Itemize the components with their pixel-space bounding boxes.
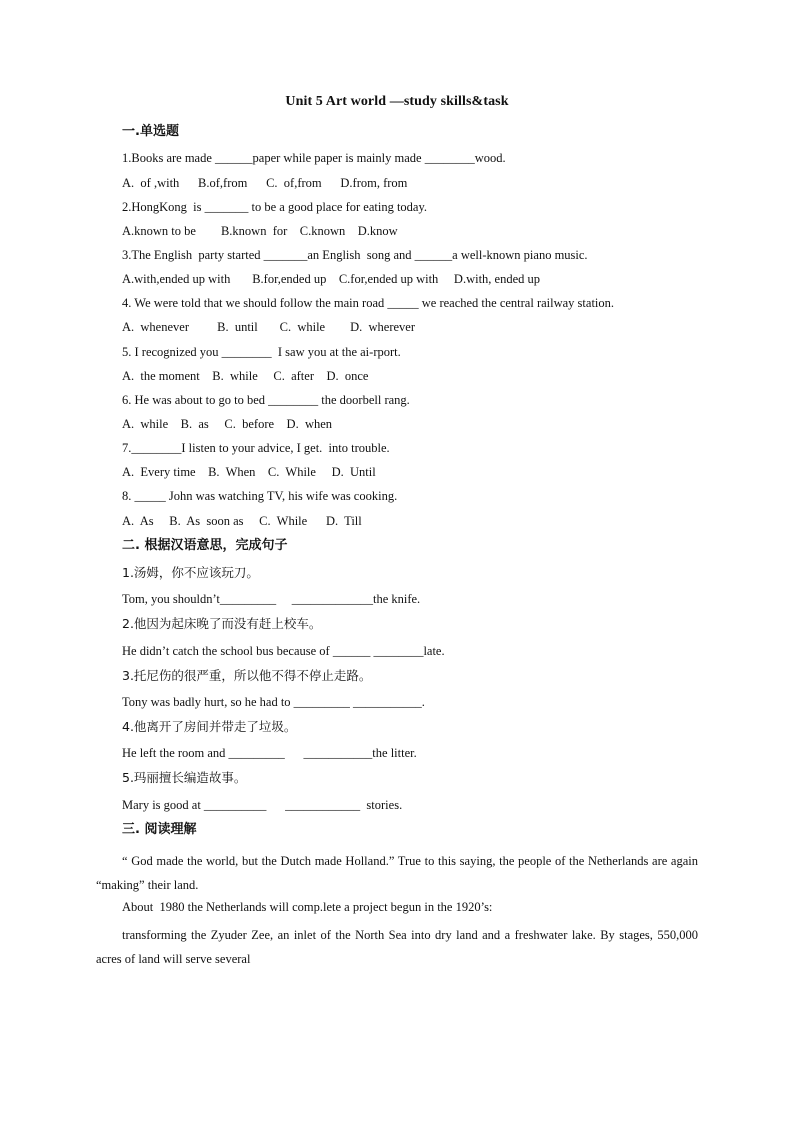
question-7-options: A. Every time B. When C. While D. Until	[122, 465, 376, 479]
question-6: 6. He was about to go to bed ________ the doorbell rang.	[122, 393, 410, 407]
section-2-heading: 二. 根据汉语意思，完成句子	[122, 538, 288, 553]
question-1-options: A. of ,with B.of,from C. of,from D.from, from	[122, 176, 408, 190]
reading-paragraph-2: About 1980 the Netherlands will comp.lete a project begun in the 1920’s:	[122, 900, 493, 914]
translation-3-sentence: Tony was badly hurt, so he had to _________ ___________.	[122, 695, 425, 709]
section-3-heading: 三. 阅读理解	[122, 822, 197, 837]
question-3: 3.The English party started _______an English song and ______a well-known piano music.	[122, 248, 588, 262]
question-3-options: A.with,ended up with B.for,ended up C.for,ended up with D.with, ended up	[122, 272, 541, 286]
question-1: 1.Books are made ______paper while paper is mainly made ________wood.	[122, 151, 506, 165]
translation-5-sentence: Mary is good at __________ ____________ stories.	[122, 798, 403, 812]
translation-4-sentence: He left the room and _________ ___________the litter.	[122, 746, 417, 760]
section-1-heading: 一.单选题	[122, 124, 179, 139]
question-8: 8. _____ John was watching TV, his wife was cooking.	[122, 489, 398, 503]
question-7: 7.________I listen to your advice, I get. into trouble.	[122, 441, 390, 455]
question-4-options: A. whenever B. until C. while D. wherever	[122, 320, 415, 334]
question-2-options: A.known to be B.known for C.known D.know	[122, 224, 398, 238]
document-title: Unit 5 Art world —study skills&task	[285, 94, 509, 109]
question-4: 4. We were told that we should follow the main road _____ we reached the central railway station.	[122, 296, 615, 310]
question-8-options: A. As B. As soon as C. While D. Till	[122, 514, 362, 528]
translation-2-prompt: 2.他因为起床晚了而没有赶上校车。	[122, 616, 322, 631]
translation-4-prompt: 4.他离开了房间并带走了垃圾。	[122, 719, 297, 734]
translation-1-prompt: 1.汤姆，你不应该玩刀。	[122, 565, 259, 580]
question-2: 2.HongKong is _______ to be a good place for eating today.	[122, 200, 428, 214]
question-5-options: A. the moment B. while C. after D. once	[122, 369, 369, 383]
reading-paragraph-1: “ God made the world, but the Dutch made Holland.” True to this saying, the people of the Netherlands are again “making” their land.	[96, 854, 698, 892]
question-5: 5. I recognized you ________ I saw you at the ai-rport.	[122, 345, 401, 359]
question-6-options: A. while B. as C. before D. when	[122, 417, 333, 431]
translation-5-prompt: 5.玛丽擅长编造故事。	[122, 770, 247, 785]
translation-1-sentence: Tom, you shouldn’t_________ _____________the knife.	[122, 592, 421, 606]
translation-2-sentence: He didn’t catch the school bus because of ______ ________late.	[122, 644, 445, 658]
translation-3-prompt: 3.托尼伤的很严重，所以他不得不停止走路。	[122, 668, 372, 683]
reading-paragraph-3: transforming the Zyuder Zee, an inlet of the North Sea into dry land and a freshwater lake. By stages, 550,000 acres of land will serve several	[96, 928, 698, 966]
